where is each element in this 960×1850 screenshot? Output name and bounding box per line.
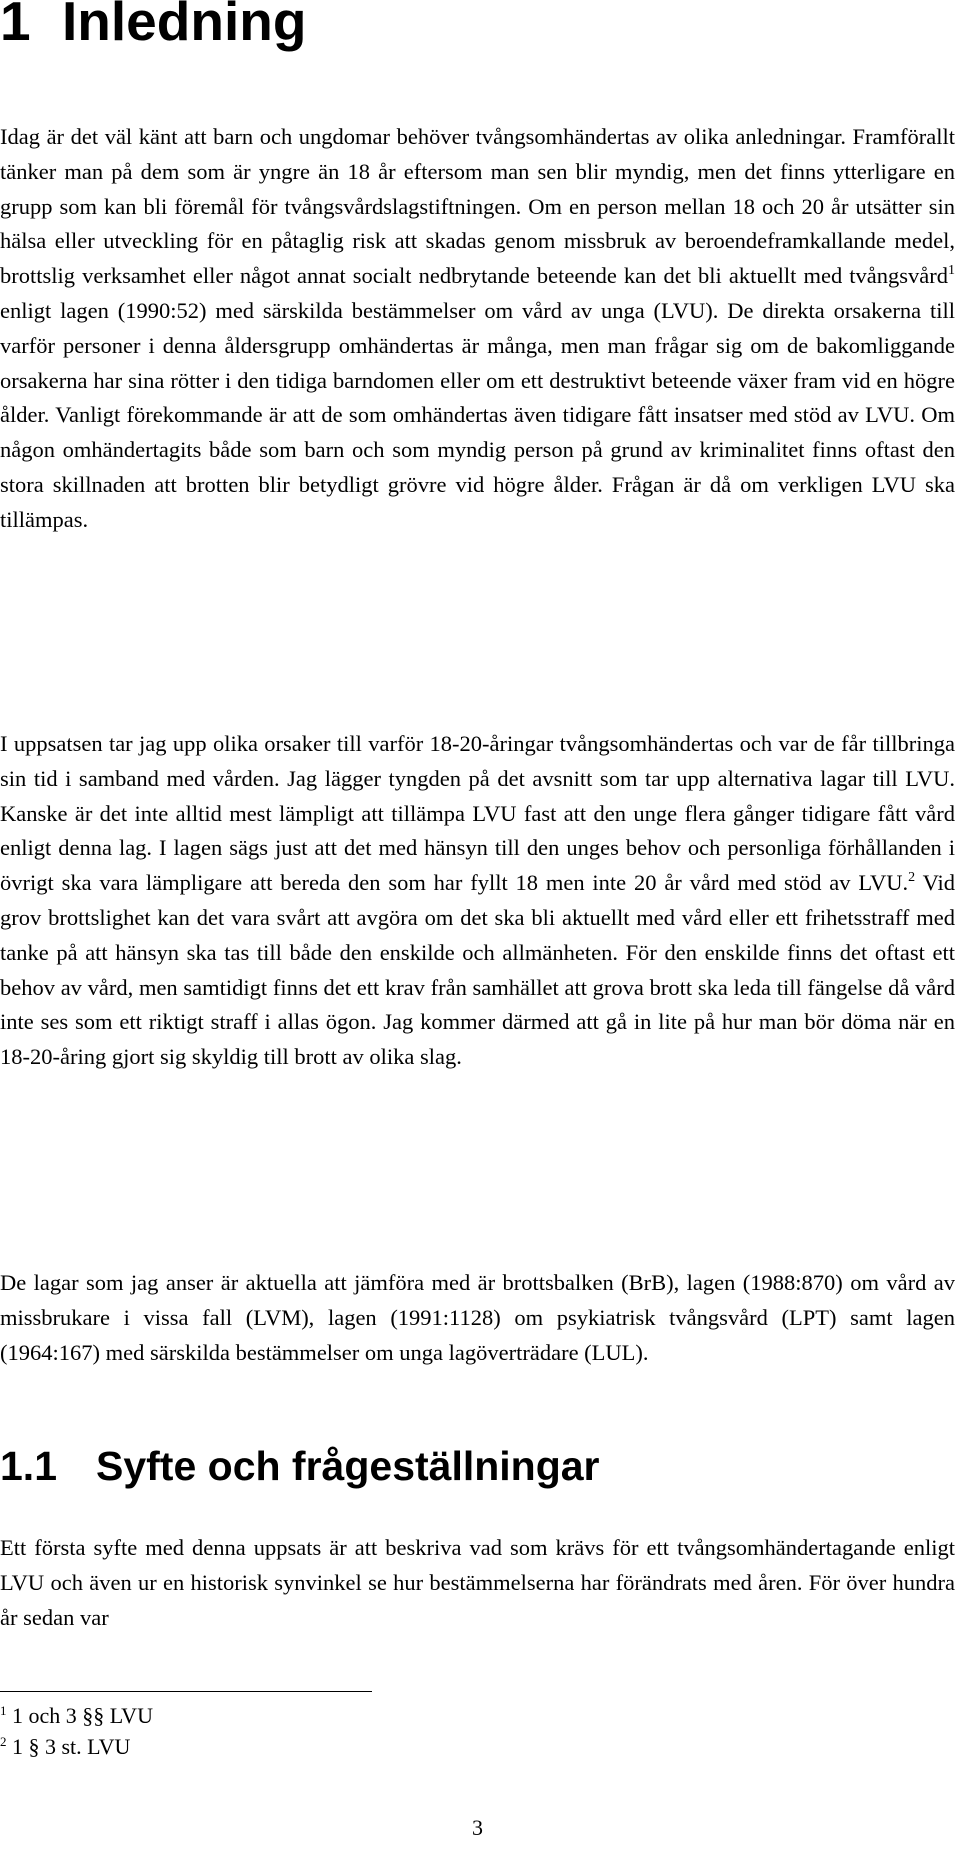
paragraph-intro-1: [0, 120, 955, 538]
chapter-heading: [0, 0, 306, 56]
chapter-number: 1: [0, 0, 31, 52]
chapter-title: Inledning: [62, 0, 307, 52]
footnote-divider: [0, 1691, 372, 1692]
paragraph-text: I uppsatsen tar jag upp olika orsaker till varför 18-20-åringar tvångsomhändertas och var de får tillbringa sin tid i samband med vården. Jag lägger tyngden på det avsnitt som tar upp alternativa lagar till LVU. Kanske är det inte alltid mest lämpligt att tillämpa LVU fast att den unge flera gånger tidigare fått vård enligt denna lag. I lagen sägs just att det med hänsyn till den unges behov och personliga förhållanden i övrigt ska vara lämpligare att bereda den som har fyllt 18 men inte 20 år vård med stöd av LVU.: [0, 731, 955, 896]
paragraph-text: Vid grov brottslighet kan det vara svårt att avgöra om det ska bli aktuellt med vård eller ett frihetsstraff med tanke på att hänsyn ska tas till både den enskilde och allmänheten. För den enskilde finns det oftast ett behov av vård, men samtidigt finns det ett krav från samhället att grova brott ska leda till fängelse då vård inte ses som ett riktigt straff i allas ögon. Jag kommer därmed att gå in lite på hur man bör döma när en 18-20-åring gjort sig skyldig till brott av olika slag.: [0, 870, 955, 1070]
paragraph-intro-3: [0, 1266, 955, 1370]
footnote-marker: 1: [0, 1703, 7, 1718]
paragraph-text: De lagar som jag anser är aktuella att jämföra med är brottsbalken (BrB), lagen (1988:870) om vård av missbrukare i vissa fall (LVM), lagen (1991:1128) om psykiatrisk tvångsvård (LPT) samt lagen (1964:167) med särskilda bestämmelser om unga lagöverträdare (LUL).: [0, 1270, 955, 1365]
paragraph-syfte-1: [0, 1531, 955, 1635]
footnote-reference-2[interactable]: 2: [908, 870, 916, 886]
footnote-text: 1 § 3 st. LVU: [6, 1734, 131, 1759]
footnote-reference-1[interactable]: 1: [948, 263, 955, 279]
section-number: 1.1: [0, 1443, 57, 1489]
section-heading: [0, 1440, 600, 1492]
paragraph-intro-2: [0, 727, 955, 1075]
paragraph-text: enligt lagen (1990:52) med särskilda bestämmelser om vård av unga (LVU). De direkta orsakerna till varför personer i denna åldersgrupp omhändertas är många, men man frågar sig om de bakomliggande orsakerna har sina rötter i den tidiga barndomen eller om ett destruktivt beteende växer fram vid en högre ålder. Vanligt förekommande är att de som omhändertas även tidigare fått insatser med stöd av LVU. Om någon omhändertagits både som barn och som myndig person på grund av kriminalitet finns oftast den stora skillnaden att brotten blir betydligt grövre vid högre ålder. Frågan är då om verkligen LVU ska tillämpas.: [0, 297, 955, 532]
paragraph-text: Ett första syfte med denna uppsats är att beskriva vad som krävs för ett tvångsomhändertagande enligt LVU och även ur en historisk synvinkel se hur bestämmelserna har förändrats med åren. För över hundra år sedan var: [0, 1535, 955, 1630]
section-title: Syfte och frågeställningar: [96, 1443, 600, 1489]
footnote-text: 1 och 3 §§ LVU: [6, 1703, 153, 1728]
footnote-marker: 2: [0, 1734, 7, 1749]
page-number: 3: [472, 1815, 483, 1840]
paragraph-text: Idag är det väl känt att barn och ungdomar behöver tvångsomhändertas av olika anledningar. Framförallt tänker man på dem som är yngre än 18 år eftersom man sen blir myndig, men det finns ytterligare en grupp som kan bli föremål för tvångsvårdslagstiftningen. Om en person mellan 18 och 20 år utsätter sin hälsa eller utveckling för en påtaglig risk att skadas genom missbruk av beroendeframkallande medel, brottslig verksamhet eller något annat socialt nedbrytande beteende kan det bli aktuellt med tvångsvård: [0, 124, 955, 289]
footnote-1: [0, 1702, 153, 1730]
footnote-2: [0, 1733, 130, 1761]
